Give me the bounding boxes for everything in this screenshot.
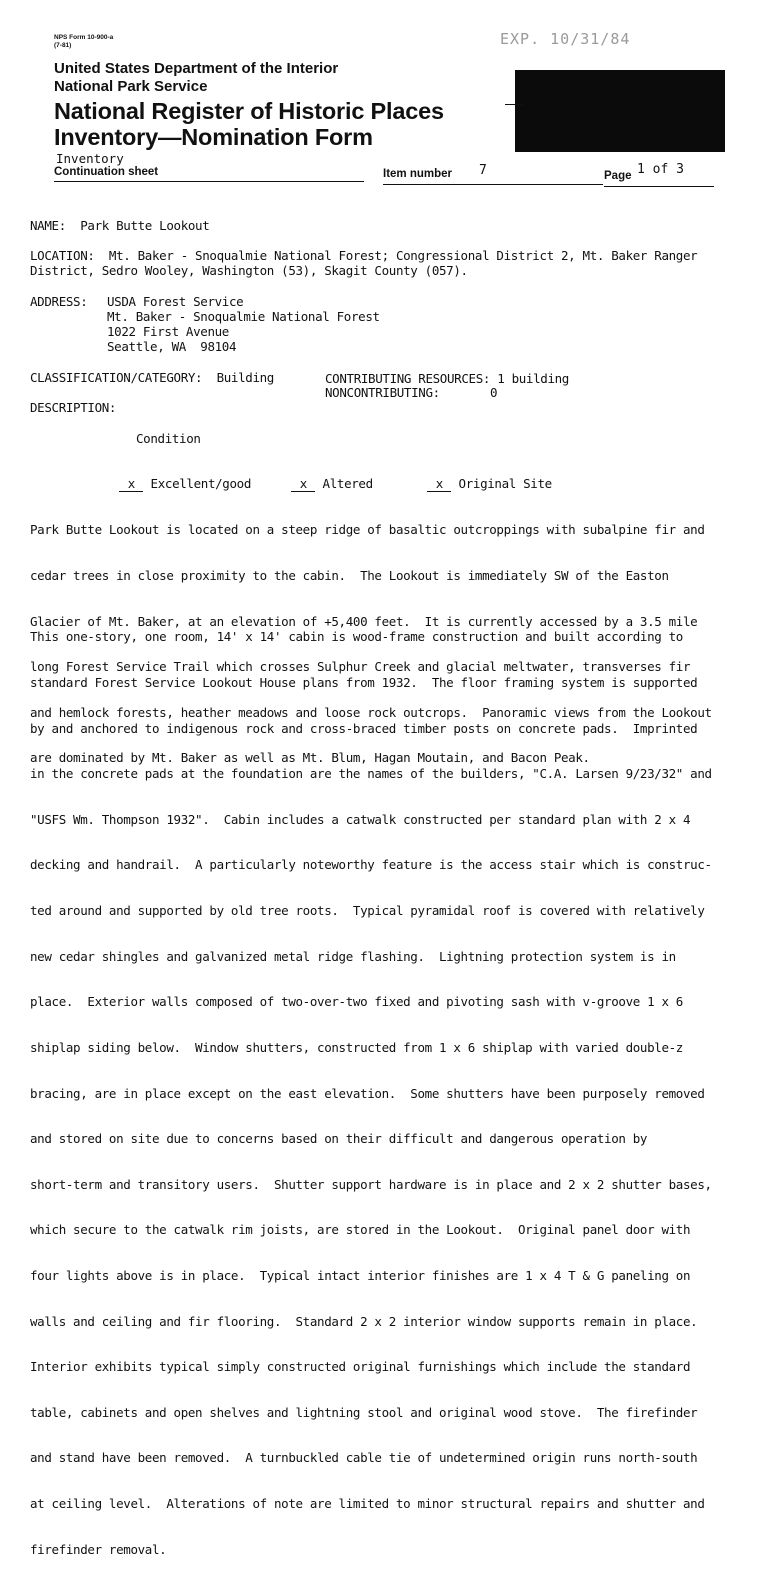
para2-line: by and anchored to indigenous rock and cross-braced timber posts on concrete pads. Imprinted <box>30 720 698 736</box>
para1-line: Glacier of Mt. Baker, at an elevation of +5,400 feet. It is currently accessed by a 3.5 mile <box>30 613 698 629</box>
para2-line: short-term and transitory users. Shutter support hardware is in place and 2 x 2 shutter bases, <box>30 1176 712 1192</box>
form-date: (7-81) <box>54 42 72 49</box>
excellent-good-label: Excellent/good <box>150 476 252 492</box>
item-number-underline <box>383 184 603 185</box>
para2-line: This one-story, one room, 14' x 14' cabin is wood-frame construction and built according to <box>30 629 683 645</box>
para2-line: standard Forest Service Lookout House plans from 1932. The floor framing system is supported <box>30 675 698 691</box>
para2-line: table, cabinets and open shelves and lightning stool and original wood stove. The firefinder <box>30 1404 698 1420</box>
continuation-underline <box>54 181 364 182</box>
page-underline <box>604 186 714 187</box>
department-name: United States Department of the Interior <box>54 60 339 77</box>
continuation-sheet-label: Continuation sheet <box>54 166 159 178</box>
address-line-3: 1022 First Avenue <box>107 324 229 339</box>
check-original-site: x <box>427 476 451 492</box>
description-paragraph-2 <box>30 599 742 1572</box>
para1-line: long Forest Service Trail which crosses Sulphur Creek and glacial meltwater, transverses fir <box>30 659 691 675</box>
para1-line: are dominated by Mt. Baker as well as Mt. Blum, Hagan Moutain, and Bacon Peak. <box>30 750 590 766</box>
para1-line: Park Butte Lookout is located on a steep ridge of basaltic outcroppings with subalpine fir and <box>30 522 705 538</box>
address-label: ADDRESS: <box>30 294 88 309</box>
para2-line: ted around and supported by old tree roots. Typical pyramidal roof is covered with relatively <box>30 903 705 919</box>
page-label: Page <box>604 170 632 182</box>
form-number: NPS Form 10-900-a <box>54 34 114 41</box>
stamp-line <box>505 104 523 105</box>
condition-site-group <box>413 461 552 492</box>
service-name: National Park Service <box>54 78 208 95</box>
contributing-resources: CONTRIBUTING RESOURCES: 1 building <box>325 371 569 386</box>
para2-line: decking and handrail. A particularly noteworthy feature is the access stair which is construc- <box>30 857 712 873</box>
condition-label: Condition <box>136 431 201 446</box>
para2-line: which secure to the catwalk rim joists, are stored in the Lookout. Original panel door with <box>30 1222 691 1238</box>
classification-line: CLASSIFICATION/CATEGORY: Building <box>30 370 274 385</box>
form-title-line2: Inventory—Nomination Form <box>54 124 373 150</box>
location-line-1: LOCATION: Mt. Baker - Snoqualmie National Forest; Congressional District 2, Mt. Baker Ranger <box>30 248 698 263</box>
item-number-value: 7 <box>479 163 487 178</box>
para2-line: "USFS Wm. Thompson 1932". Cabin includes a catwalk constructed per standard plan with 2 x 4 <box>30 811 691 827</box>
para2-line: place. Exterior walls composed of two-over-two fixed and pivoting sash with v-groove 1 x 6 <box>30 994 683 1010</box>
para2-line: in the concrete pads at the foundation are the names of the builders, "C.A. Larsen 9/23/32" and <box>30 766 712 782</box>
condition-altered-group <box>277 461 373 492</box>
check-altered: x <box>291 476 315 492</box>
address-line-1: USDA Forest Service <box>107 294 244 309</box>
altered-label: Altered <box>322 476 373 492</box>
location-line-2: District, Sedro Wooley, Washington (53), Skagit County (057). <box>30 263 468 278</box>
page-value: 1 of 3 <box>637 162 684 177</box>
para2-line: shiplap siding below. Window shutters, constructed from 1 x 6 shiplap with varied double-z <box>30 1039 683 1055</box>
para2-line: firefinder removal. <box>30 1541 167 1557</box>
para2-line: four lights above is in place. Typical intact interior finishes are 1 x 4 T & G paneling on <box>30 1267 691 1283</box>
description-label: DESCRIPTION: <box>30 400 117 415</box>
condition-row <box>105 461 251 492</box>
name-line: NAME: Park Butte Lookout <box>30 218 210 233</box>
address-line-2: Mt. Baker - Snoqualmie National Forest <box>107 309 380 324</box>
para2-line: at ceiling level. Alterations of note are limited to minor structural repairs and shutter and <box>30 1495 705 1511</box>
para1-line: and hemlock forests, heather meadows and loose rock outcrops. Panoramic views from the Lookout <box>30 704 712 720</box>
inventory-handwritten: Inventory <box>56 151 124 166</box>
office-use-block <box>515 70 725 152</box>
para1-line: cedar trees in close proximity to the cabin. The Lookout is immediately SW of the Easton <box>30 568 669 584</box>
received-stamp: EXP. 10/31/84 <box>500 30 631 48</box>
para2-line: and stored on site due to concerns based on their difficult and dangerous operation by <box>30 1131 648 1147</box>
para2-line: Interior exhibits typical simply constructed original furnishings which include the standard <box>30 1359 691 1375</box>
noncontributing-resources: NONCONTRIBUTING: 0 <box>325 385 498 400</box>
check-excellent: x <box>119 476 143 492</box>
item-number-label: Item number <box>383 168 453 180</box>
para2-line: bracing, are in place except on the east elevation. Some shutters have been purposely removed <box>30 1085 705 1101</box>
para2-line: new cedar shingles and galvanized metal ridge flashing. Lightning protection system is in <box>30 948 676 964</box>
para2-line: and stand have been removed. A turnbuckled cable tie of undetermined origin runs north-south <box>30 1450 698 1466</box>
original-site-label: Original Site <box>458 476 552 492</box>
para2-line: walls and ceiling and fir flooring. Standard 2 x 2 interior window supports remain in place. <box>30 1313 698 1329</box>
address-line-4: Seattle, WA 98104 <box>107 339 237 354</box>
form-title-line1: National Register of Historic Places <box>54 98 444 124</box>
